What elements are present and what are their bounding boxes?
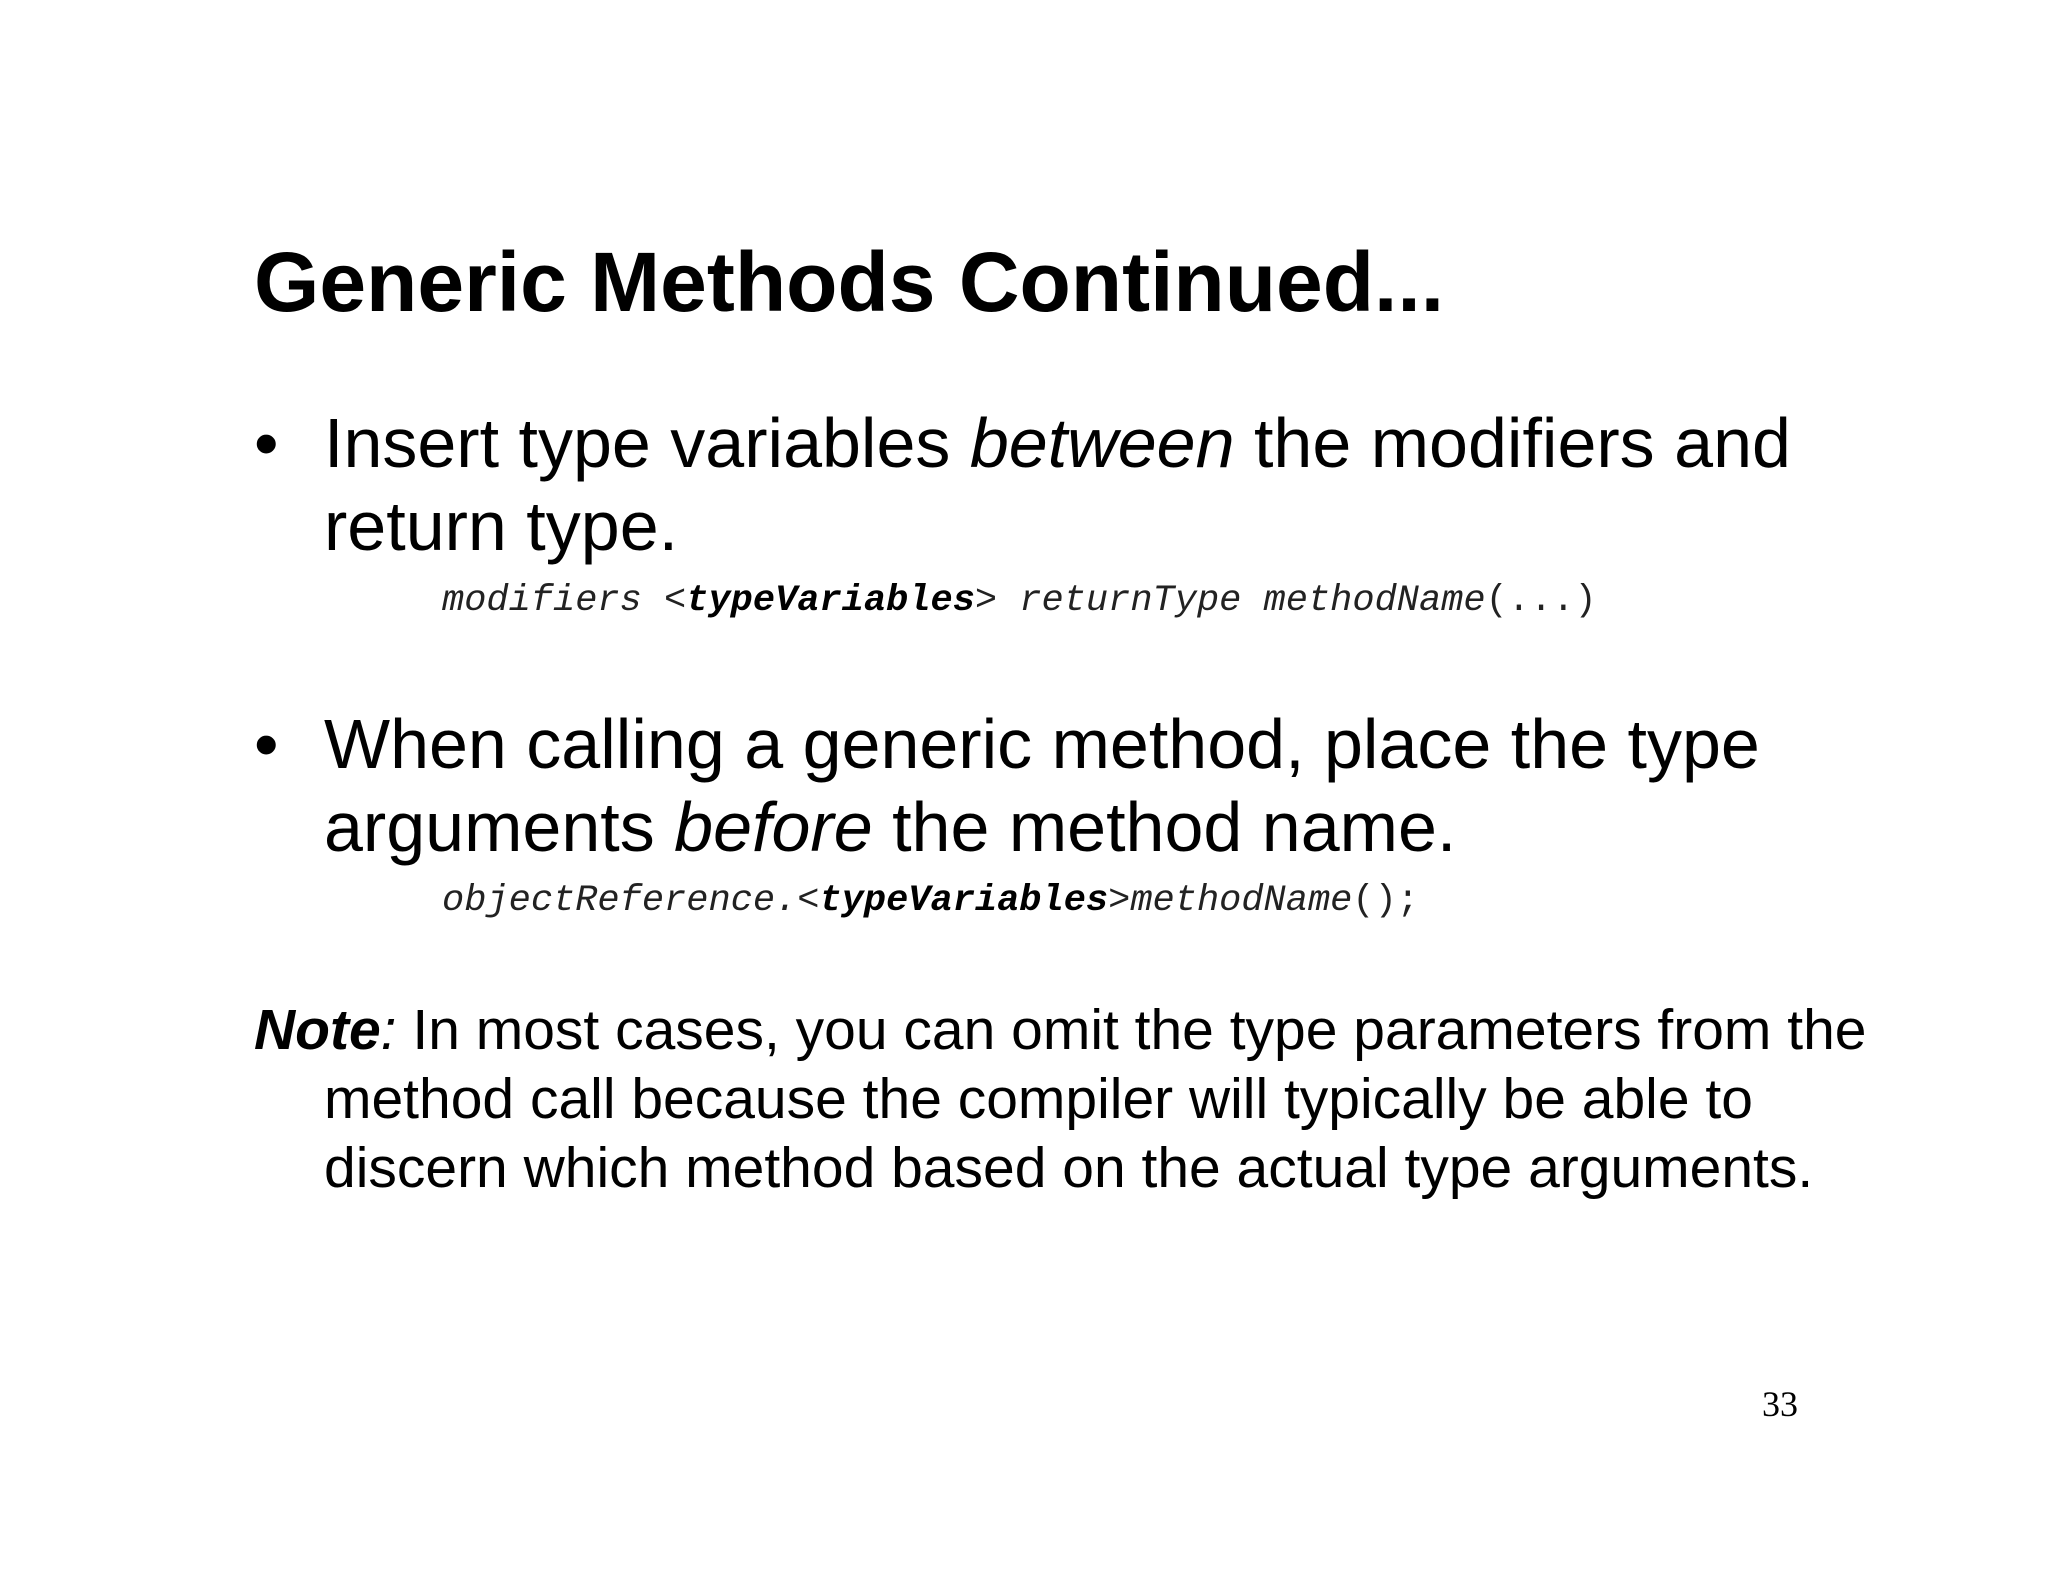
slide-title: Generic Methods Continued... xyxy=(254,235,1445,329)
code-part: > returnType methodName xyxy=(974,580,1486,622)
emphasis-text: between xyxy=(969,404,1235,482)
bullet-marker: • xyxy=(254,404,279,482)
note-text: In most cases, you can omit the type parameters from the method call because the compiler will typically be able to discern which method based on the actual type arguments. xyxy=(324,998,1867,1200)
code-part: modifiers < xyxy=(442,580,687,622)
bullet-text-part: When calling a generic method, place the type arguments xyxy=(324,705,1760,866)
code-syntax-line xyxy=(442,879,1419,923)
note-colon: : xyxy=(380,998,397,1062)
code-syntax-line xyxy=(442,579,1597,623)
code-keyword: typeVariables xyxy=(686,580,975,622)
code-part: >methodName xyxy=(1108,880,1353,922)
page-number: 33 xyxy=(1762,1384,1798,1424)
code-part: objectReference.< xyxy=(442,880,820,922)
note-label: Note xyxy=(254,998,381,1062)
bullet-text xyxy=(324,402,1824,568)
bullet-text-part: Insert type variables xyxy=(324,404,970,482)
bullet-text xyxy=(324,703,1824,869)
bullet-text-part: the method name. xyxy=(872,788,1457,866)
bullet-marker: • xyxy=(254,705,279,783)
emphasis-text: before xyxy=(674,788,873,866)
code-suffix: (...) xyxy=(1485,580,1597,622)
bullet-text-part: the modifiers and return type. xyxy=(324,404,1791,565)
code-suffix: (); xyxy=(1352,880,1419,922)
code-keyword: typeVariables xyxy=(819,880,1109,922)
note-paragraph xyxy=(254,996,1884,1203)
